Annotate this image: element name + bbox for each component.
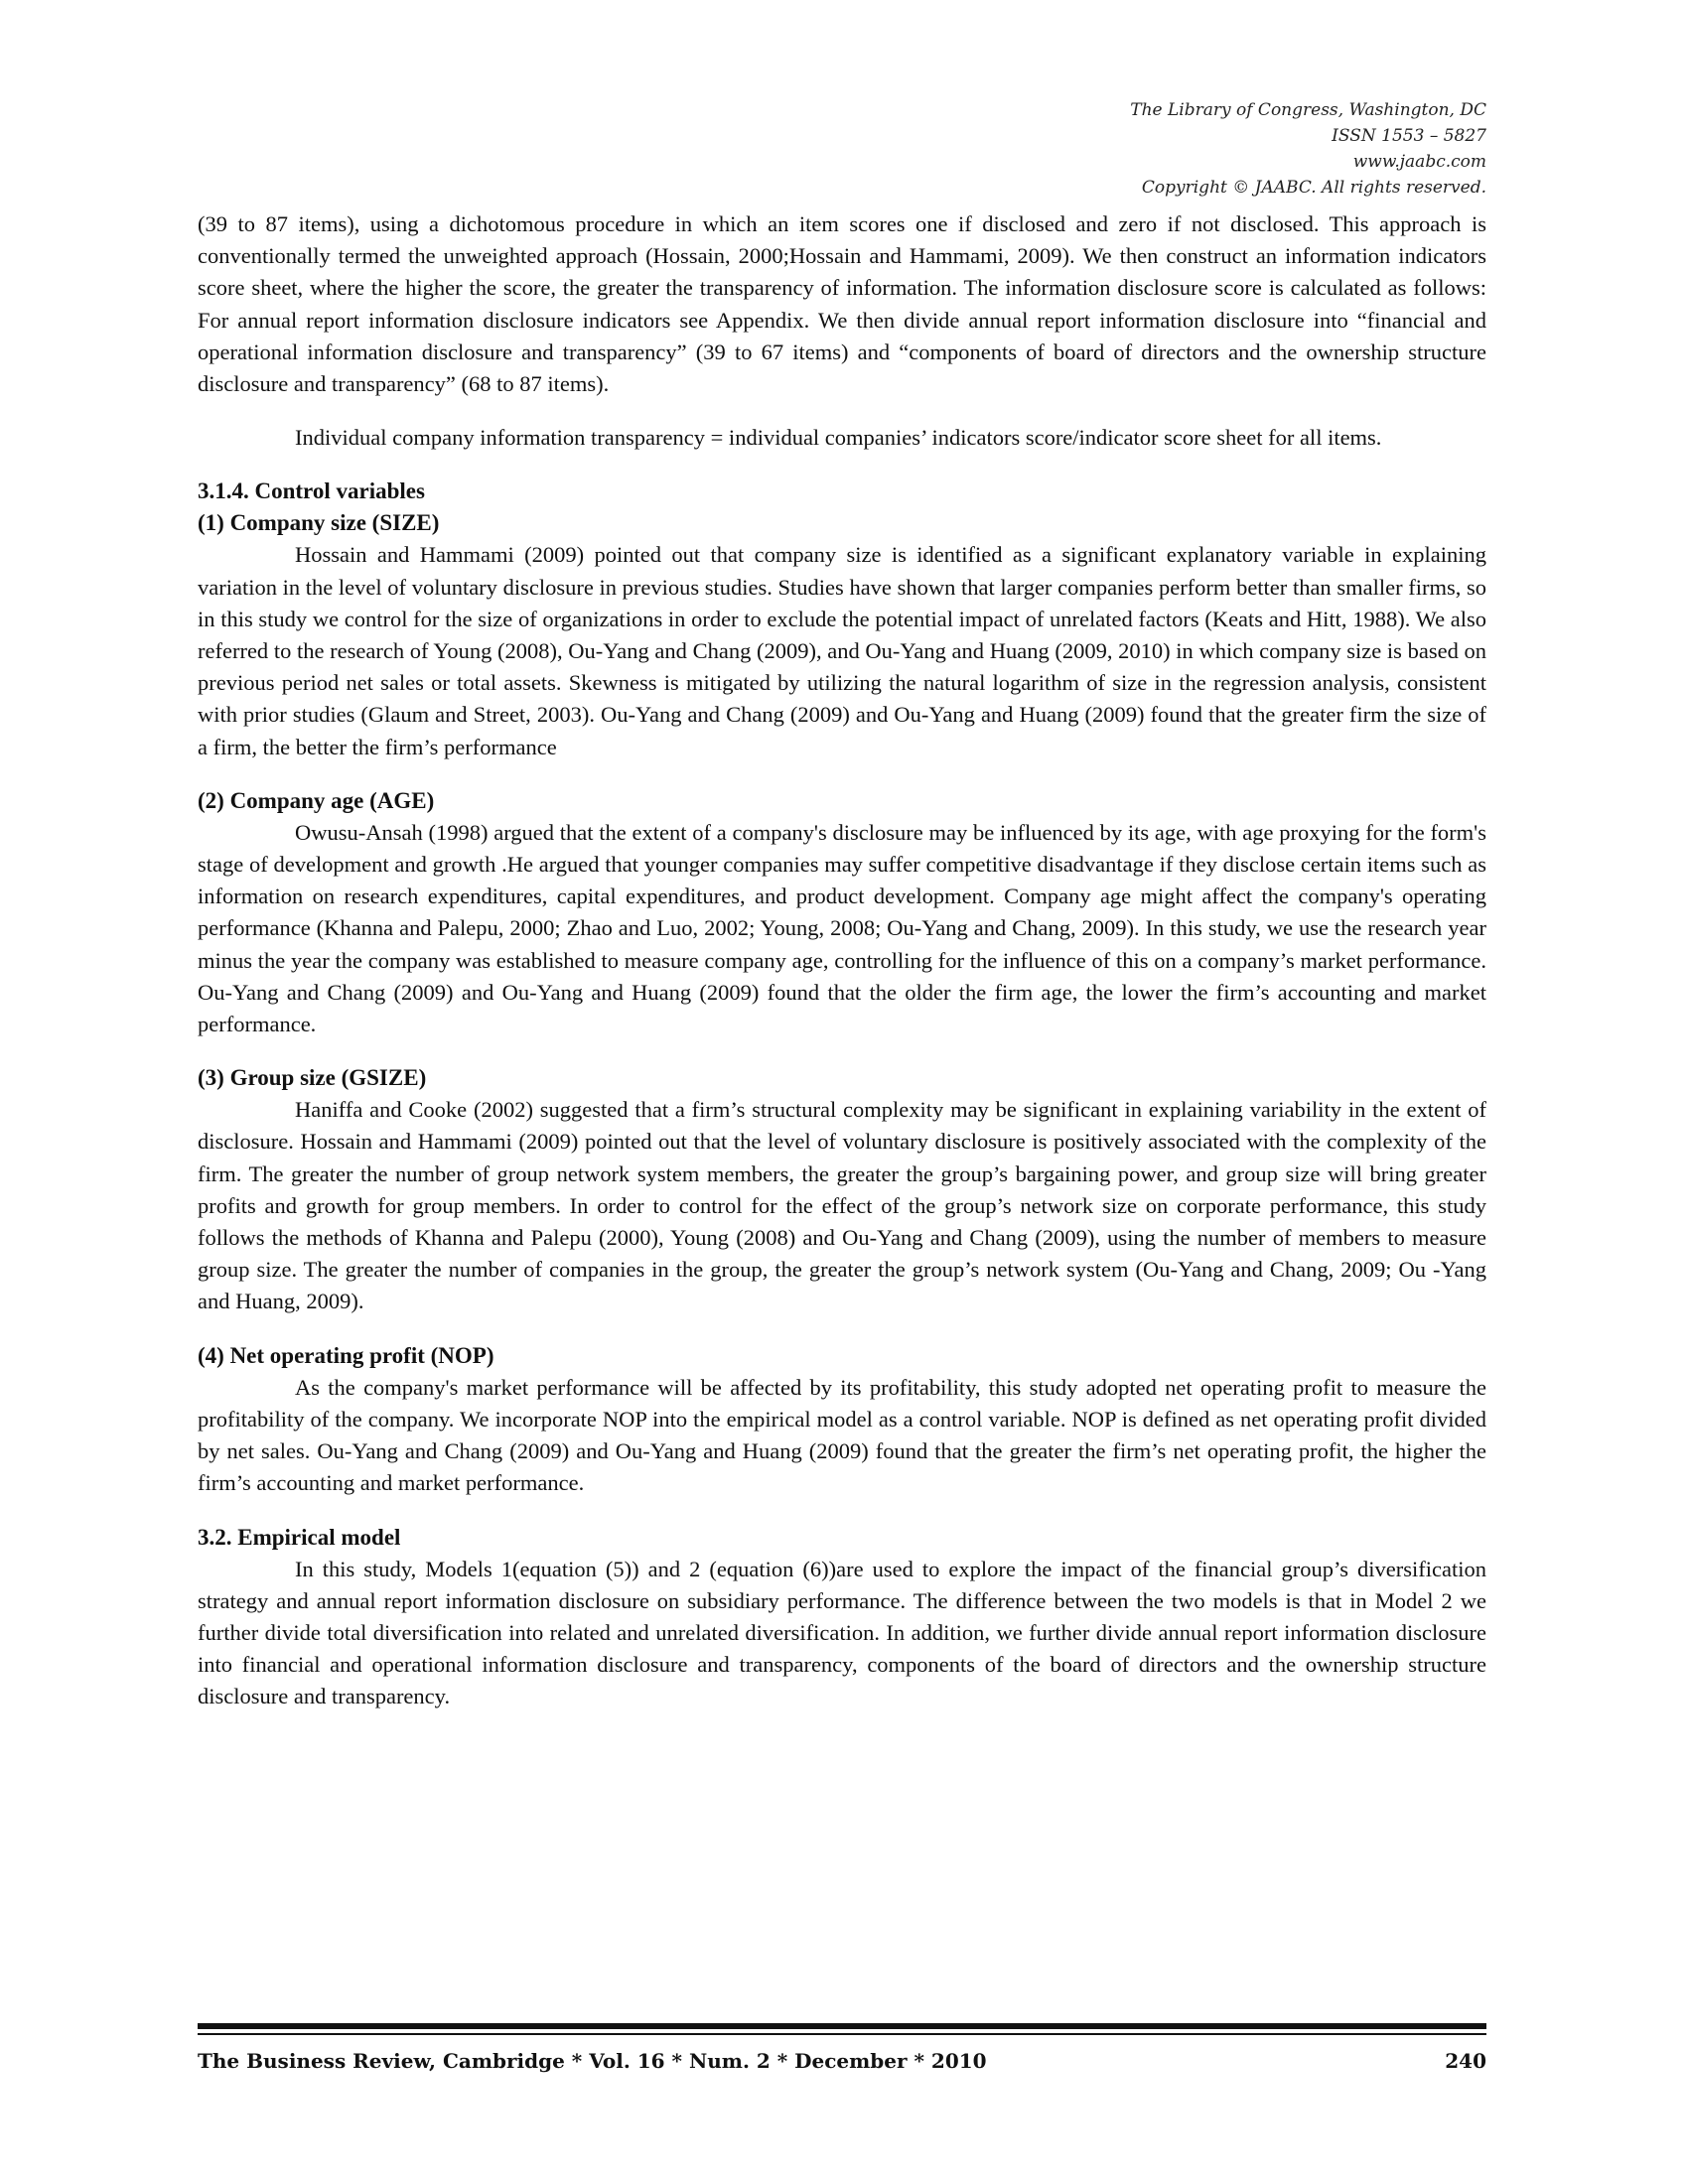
paragraph-company-age: Owusu-Ansah (1998) argued that the extent of a company's disclosure may be influenced by its age, with age proxying for the form's stage of development and growth .He argued that younger companies may suffer competitive disadvantage if they disclose certain items such as information on research expenditures, capital expenditures, and product development. Company age might affect the company's operating performance (Khanna and Palepu, 2000; Zhao and Luo, 2002; Young, 2008; Ou-Yang and Chang, 2009). In this study, we use the research year minus the year the company was established to measure company age, controlling for the influence of this on a company’s market performance. Ou-Yang and Chang (2009) and Ou-Yang and Huang (2009) found that the older the firm age, the lower the firm’s accounting and market performance. bbox=[198, 819, 1486, 1037]
heading-group-size: (3) Group size (GSIZE) bbox=[198, 1065, 427, 1091]
paragraph-transparency-formula: Individual company information transparency = individual companies’ indicators score/indicator score sheet for all items. bbox=[295, 425, 1382, 451]
header-library: The Library of Congress, Washington, DC bbox=[1130, 100, 1486, 120]
paragraph-net-operating-profit: As the company's market performance will be affected by its profitability, this study adopted net operating profit to measure the profitability of the company. We incorporate NOP into the empirical model as a control variable. NOP is defined as net operating profit divided by net sales. Ou-Yang and Chang (2009) and Ou-Yang and Huang (2009) found that the greater the firm’s net operating profit, the higher the firm’s accounting and market performance. bbox=[198, 1374, 1486, 1496]
running-footer bbox=[198, 2047, 1486, 2075]
paragraph-empirical-model: In this study, Models 1(equation (5)) and 2 (equation (6))are used to explore the impact of the financial group’s diversification strategy and annual report information disclosure on subsidiary performance. The difference between the two models is that in Model 2 we further divide total diversification into related and unrelated diversification. In addition, we further divide annual report information disclosure into financial and operational information disclosure and transparency, components of the board of directors and the ownership structure disclosure and transparency. bbox=[198, 1556, 1486, 1709]
footer-rule-thin bbox=[198, 2033, 1486, 2035]
page-number: 240 bbox=[1445, 2049, 1486, 2073]
heading-empirical-model: 3.2. Empirical model bbox=[198, 1524, 401, 1550]
footer-rule-thick bbox=[198, 2023, 1486, 2029]
heading-company-size: (1) Company size (SIZE) bbox=[198, 510, 440, 536]
header-copyright: Copyright © JAABC. All rights reserved. bbox=[1141, 178, 1486, 198]
heading-net-operating-profit: (4) Net operating profit (NOP) bbox=[198, 1342, 494, 1368]
page-body bbox=[198, 208, 1486, 1713]
paragraph-group-size: Haniffa and Cooke (2002) suggested that a firm’s structural complexity may be significant in explaining variability in the extent of disclosure. Hossain and Hammami (2009) pointed out that the level of voluntary disclosure is positively associated with the complexity of the firm. The greater the number of group network system members, the greater the group’s bargaining power, and group size will bring greater profits and growth for group members. In order to control for the effect of the group’s network size on corporate performance, this study follows the methods of Khanna and Palepu (2000), Young (2008) and Ou-Yang and Chang (2009), using the number of members to measure group size. The greater the number of companies in the group, the greater the group’s network system (Ou-Yang and Chang, 2009; Ou -Yang and Huang, 2009). bbox=[198, 1097, 1486, 1314]
running-header bbox=[1130, 97, 1486, 201]
paragraph-company-size: Hossain and Hammami (2009) pointed out that company size is identified as a significant explanatory variable in explaining variation in the level of voluntary disclosure in previous studies. Studies have shown that larger companies perform better than smaller firms, so in this study we control for the size of organizations in order to exclude the potential impact of unrelated factors (Keats and Hitt, 1988). We also referred to the research of Young (2008), Ou-Yang and Chang (2009), and Ou-Yang and Huang (2009, 2010) in which company size is based on previous period net sales or total assets. Skewness is mitigated by utilizing the natural logarithm of size in the regression analysis, consistent with prior studies (Glaum and Street, 2003). Ou-Yang and Chang (2009) and Ou-Yang and Huang (2009) found that the greater firm the size of a firm, the better the firm’s performance bbox=[198, 542, 1486, 759]
footer-journal: The Business Review, Cambridge * Vol. 16 * Num. 2 * December * 2010 bbox=[198, 2049, 987, 2073]
paragraph-disclosure-score: (39 to 87 items), using a dichotomous procedure in which an item scores one if disclosed and zero if not disclosed. This approach is conventionally termed the unweighted approach (Hossain, 2000;Hossain and Hammami, 2009). We then construct an information indicators score sheet, where the higher the score, the greater the transparency of information. The information disclosure score is calculated as follows: For annual report information disclosure indicators see Appendix. We then divide annual report information disclosure into “financial and operational information disclosure and transparency” (39 to 67 items) and “components of board of directors and the ownership structure disclosure and transparency” (68 to 87 items). bbox=[198, 211, 1486, 397]
heading-company-age: (2) Company age (AGE) bbox=[198, 787, 435, 813]
header-issn: ISSN 1553 – 5827 bbox=[1332, 126, 1486, 146]
header-website: www.jaabc.com bbox=[1352, 152, 1486, 172]
heading-control-variables: 3.1.4. Control variables bbox=[198, 478, 425, 504]
